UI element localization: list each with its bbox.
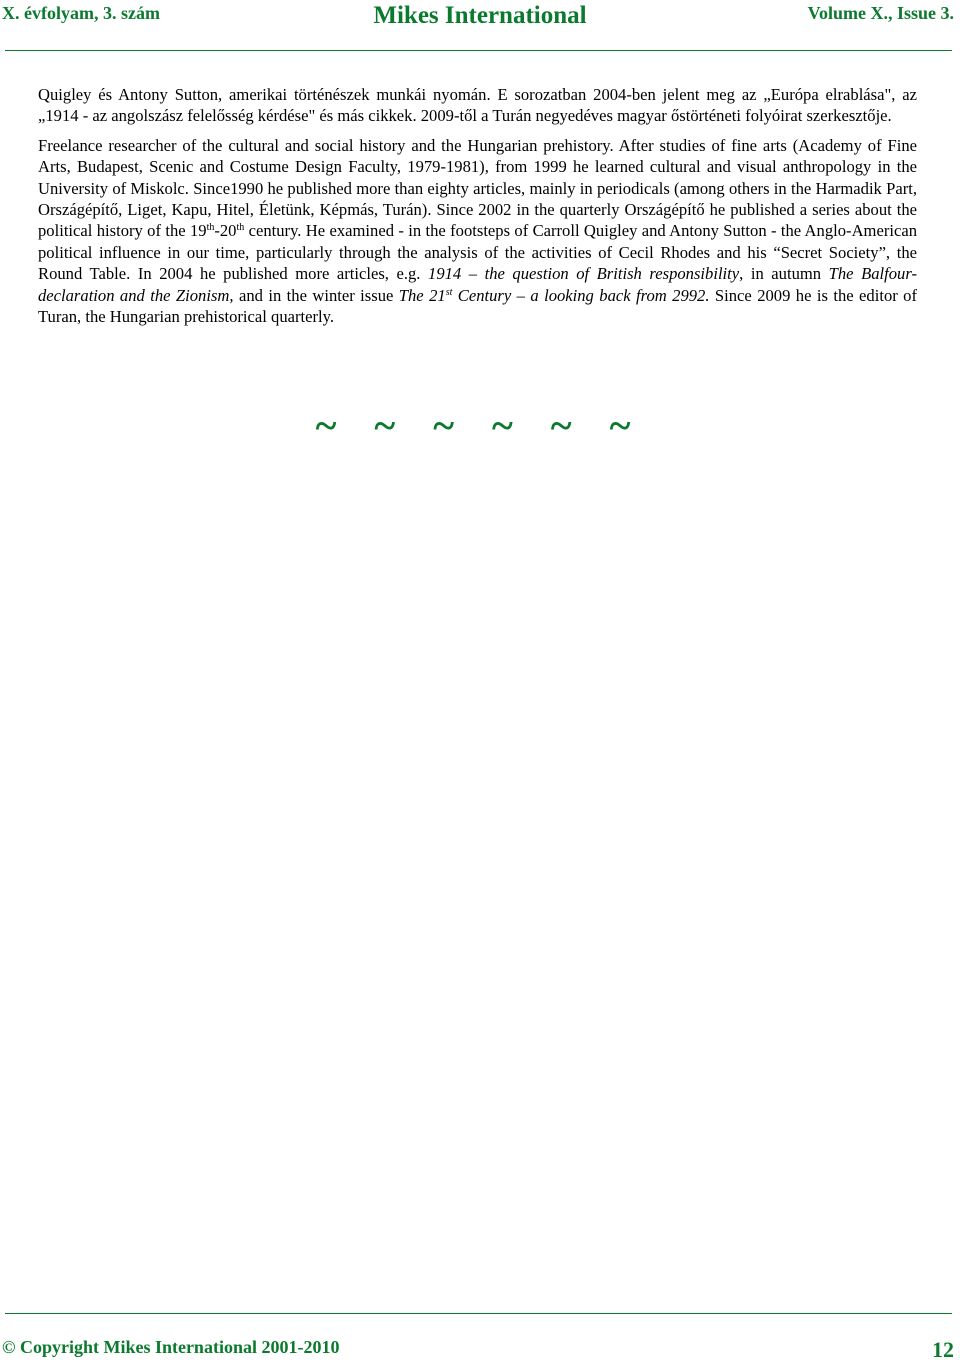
footer-divider [5, 1313, 952, 1314]
header-divider [5, 50, 952, 51]
bio-text-2: -20 [214, 221, 237, 241]
article-title-21st-century [399, 286, 710, 305]
footer-copyright: © Copyright Mikes International 2001-2010 [2, 1337, 340, 1357]
header-issue-hungarian: X. évfolyam, 3. szám [2, 3, 160, 23]
bio-text-6: Since 2009 he is the editor of Turan, the Hungarian prehistorical quarterly. [38, 285, 918, 327]
superscript-st: st [445, 286, 453, 298]
superscript-th-2: th [236, 222, 245, 234]
bio-text-1: Freelance researcher of the cultural and social history and the Hungarian prehistory. After studies of fine arts (Academy of Fine Arts, Budapest, Scenic and Costume Design Faculty, 1979-1981), from 1999 he learned cultural and visual anthropology in the University of Miskolc. Since1990 he published more than eighty articles, mainly in periodicals (among others in the Harmadik Part, Országépítő, Liget, Kapu, Hitel, Életünk, Képmás, Turán). Since 2002 in the quarterly Országépítő he published a series about the political history of the 19 [38, 135, 917, 241]
header-issue-english: Volume X., Issue 3. [807, 3, 954, 23]
section-separator: ~ ~ ~ ~ ~ ~ [315, 403, 645, 448]
article-title-21st-part-a: The 21 [398, 285, 446, 305]
page-number: 12 [932, 1337, 954, 1362]
article-title-1914: 1914 – the question of British responsibility [428, 264, 740, 284]
page-header [0, 0, 960, 40]
bio-text-3: century. He examined - in the footsteps of Carroll Quigley and Antony Sutton - the Anglo-American political influence in our time, particularly through the analysis of the activities of Cecil Rhodes and his “Secret Society”, the Round Table. In 2004 he published more articles, e.g. [38, 221, 917, 284]
hungarian-bio-paragraph: Quigley és Antony Sutton, amerikai történészek munkái nyomán. E sorozatban 2004-ben jelent meg az „Európa elrablása", az „1914 - az angolszász felelősség kérdése" és más cikkek. 2009-től a Turán negyedéves magyar őstörténeti folyóirat szerkesztője. [38, 85, 917, 126]
header-journal-title: Mikes International [373, 2, 587, 29]
english-bio-paragraph [38, 135, 917, 328]
article-title-21st-part-b: Century – a looking back from 2992. [452, 285, 710, 305]
article-title-balfour: The Balfour-declaration and the Zionism, [38, 264, 917, 305]
superscript-th-1: th [206, 222, 215, 234]
bio-text-4: , in autumn [739, 264, 829, 284]
page-body [38, 84, 917, 327]
bio-text-5: and in the winter issue [233, 285, 399, 305]
